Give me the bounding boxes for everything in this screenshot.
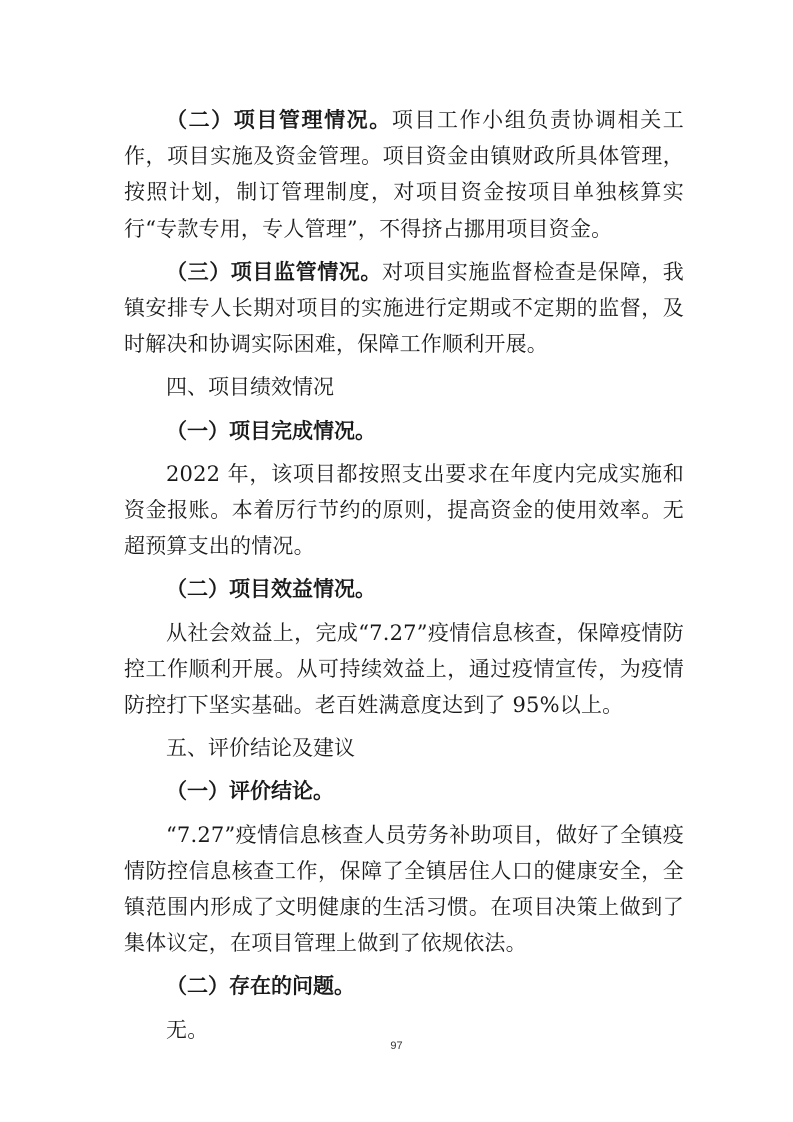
paragraph-text-management: 项目工作小组负责协调相关工作，项目实施及资金管理。项目资金由镇财政所具体管理，按照计划，制订管理制度，对项目资金按项目单独核算实行“专款专用，专人管理”，不得挤占挪用项目资金。 [124, 108, 685, 241]
paragraph-benefit: 从社会效益上，完成“7.27”疫情信息核查，保障疫情防控工作顺利开展。从可持续效益上，通过疫情宣传，为疫情防控打下坚实基础。老百姓满意度达到了 95%以上。 [124, 620, 684, 718]
paragraph-lead-supervision: （三）项目监管情况。 [166, 259, 382, 284]
paragraph-issues: 无。 [166, 1017, 209, 1042]
subheading-issues: （二）存在的问题。 [166, 974, 355, 999]
page-number: 97 [390, 1040, 403, 1052]
paragraph-project-supervision [124, 254, 684, 363]
subheading-benefit: （二）项目效益情况。 [166, 577, 376, 602]
section-heading-performance: 四、项目绩效情况 [166, 375, 334, 400]
paragraph-lead-management: （二）项目管理情况。 [166, 108, 392, 132]
document-body [124, 102, 684, 1048]
paragraph-project-management [124, 102, 684, 247]
subheading-evaluation: （一）评价结论。 [166, 779, 334, 804]
paragraph-text-supervision: 对项目实施监督检查是保障，我镇安排专人长期对项目的实施进行定期或不定期的监督，及时解决和协调实际困难，保障工作顺利开展。 [124, 259, 684, 357]
paragraph-evaluation: “7.27”疫情信息核查人员劳务补助项目，做好了全镇疫情防控信息核查工作，保障了全镇居住人口的健康安全，全镇范围内形成了文明健康的生活习惯。在项目决策上做到了集体议定，在项目管理上做到了依规依法。 [124, 822, 684, 956]
subheading-completion: （一）项目完成情况。 [166, 418, 376, 443]
paragraph-completion: 2022 年，该项目都按照支出要求在年度内完成实施和资金报账。本着厉行节约的原则，提高资金的使用效率。无超预算支出的情况。 [124, 461, 684, 559]
section-heading-conclusion: 五、评价结论及建议 [166, 736, 355, 761]
